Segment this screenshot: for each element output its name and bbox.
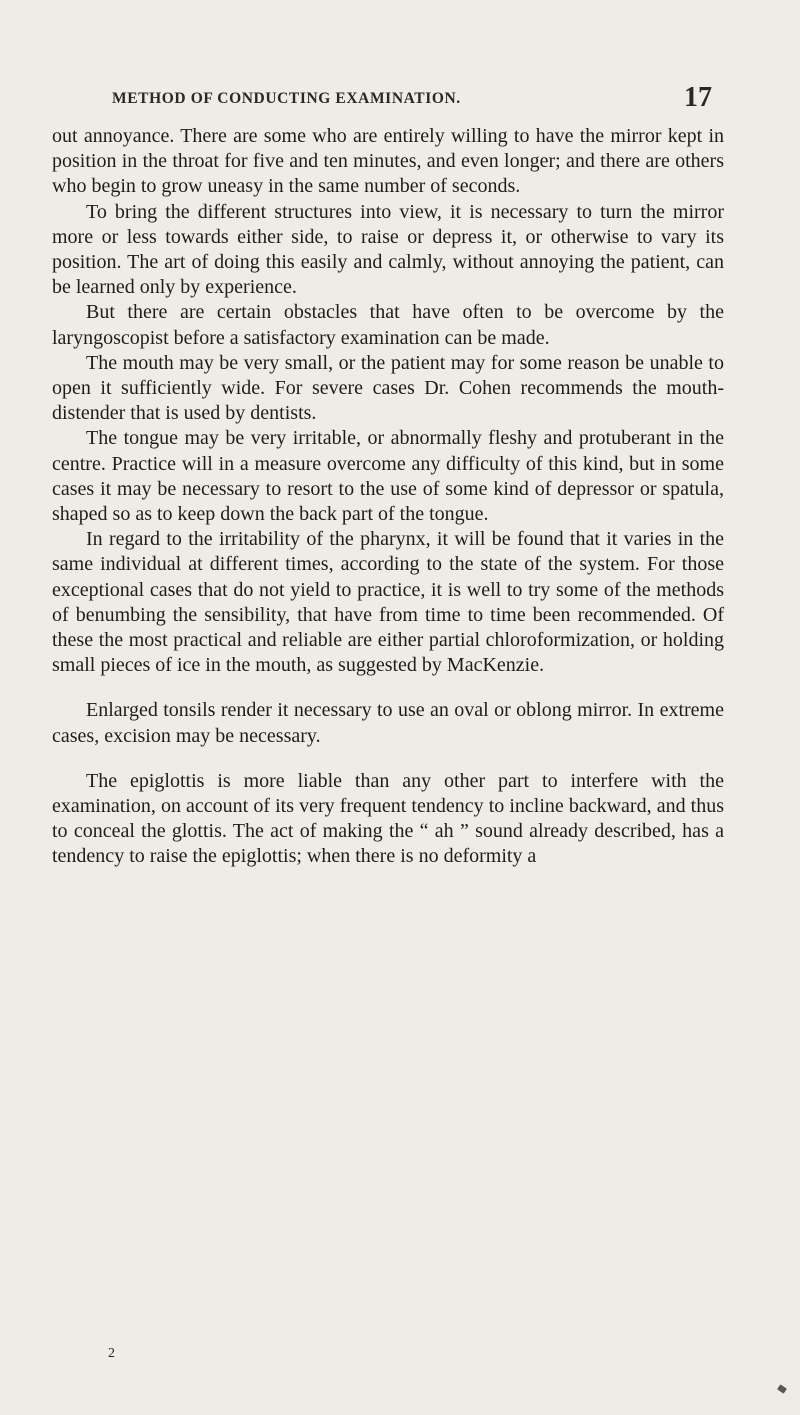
paragraph-tonsils: Enlarged tonsils render it necessary to use an oval or oblong mirror. In extreme cases, excision may be necessary. <box>52 699 724 747</box>
page-number: 17 <box>684 82 712 113</box>
paragraph-mouth: The mouth may be very small, or the patient may for some reason be unable to open it sufficiently wide. For severe cases Dr. Cohen recommends the mouth-distender that is used by dentists. <box>52 351 724 425</box>
running-title: METHOD OF CONDUCTING EXAMINATION. <box>112 90 461 107</box>
paragraph-obstacles: But there are certain obstacles that have often to be overcome by the laryngoscopist before a satisfactory examination can be made. <box>52 301 724 349</box>
paragraph-pharynx: In regard to the irritability of the pharynx, it will be found that it varies in the same individual at different times, according to the state of the system. For those exceptional cases that do not yield to practice, it is well to try some of the methods of benumbing the sensibility, that have from time to time been recommended. Of these the most practical and reliable are either partial chloroformization, or holding small pieces of ice in the mouth, as suggested by MacKenzie. <box>52 528 724 677</box>
paragraph-epiglottis: The epiglottis is more liable than any other part to interfere with the examination, on account of its very frequent tendency to incline backward, and thus to conceal the glottis. The act of making the “ ah ” sound already described, has a tendency to raise the epiglottis; when there is no deformity a <box>52 769 724 868</box>
paragraph-tongue: The tongue may be very irritable, or abnormally fleshy and protuberant in the centre. Practice will in a measure overcome any difficulty of this kind, but in some cases it may be necessary to resort to the use of some kind of depressor or spatula, shaped so as to keep down the back part of the tongue. <box>52 427 724 526</box>
running-head <box>112 82 712 113</box>
paragraph-continuation: out annoyance. There are some who are entirely willing to have the mirror kept in position in the throat for five and ten minutes, and even longer; and there are others who begin to grow uneasy in the same number of seconds. <box>52 125 724 198</box>
signature-mark: 2 <box>108 1346 115 1361</box>
ink-speck <box>777 1384 787 1394</box>
paragraph-mirror-position: To bring the different structures into view, it is necessary to turn the mirror more or less towards either side, to raise or depress it, or otherwise to vary its position. The art of doing this easily and calmly, without annoying the patient, can be learned only by experience. <box>52 200 724 299</box>
body-text <box>52 124 724 870</box>
